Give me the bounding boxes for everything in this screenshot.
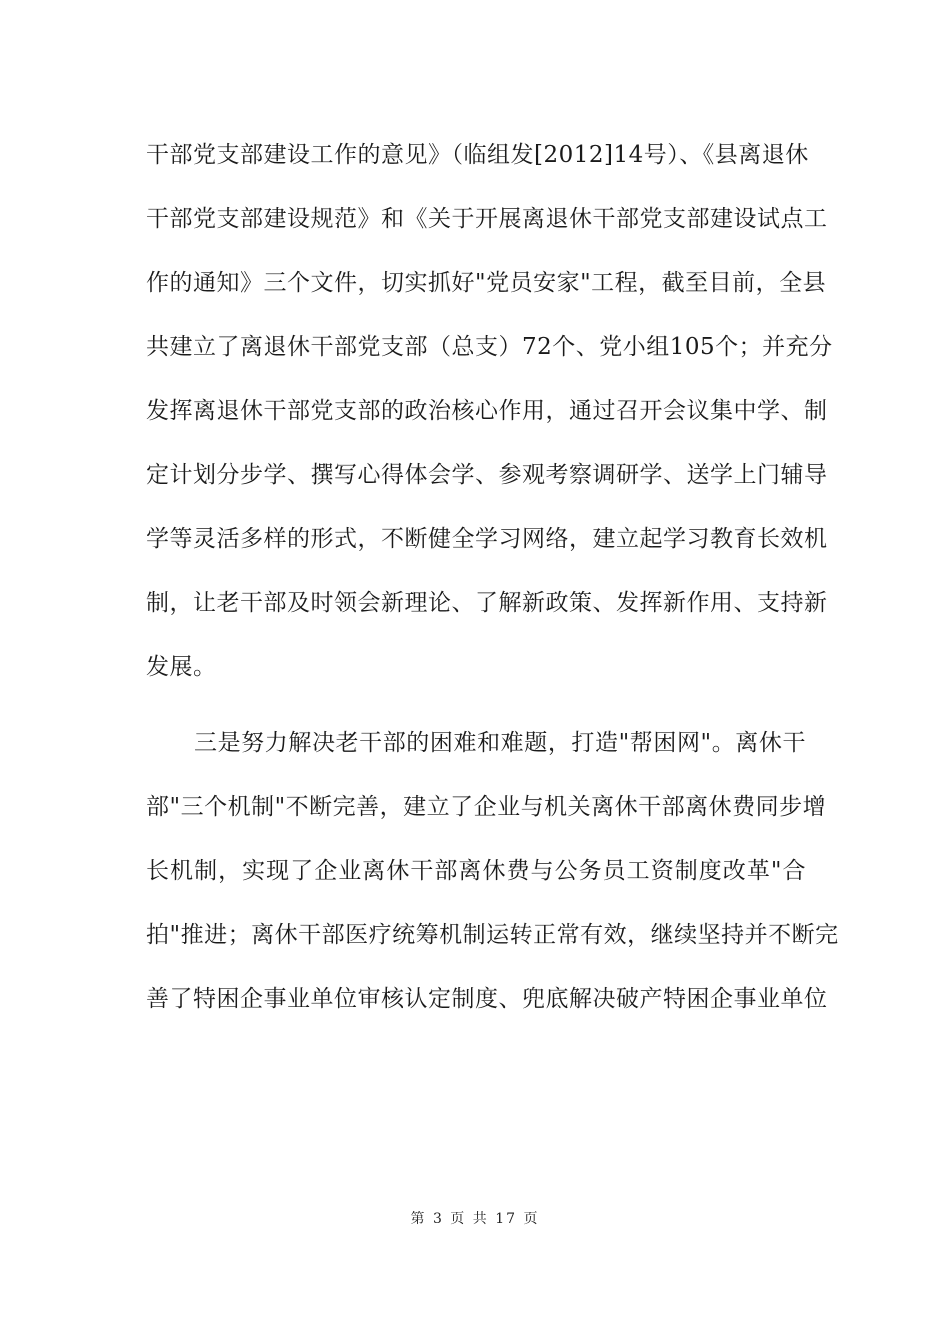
paragraph-gap (146, 706, 806, 718)
text-line: 发展。 (146, 654, 217, 680)
text-line: 长机制，实现了企业离休干部离休费与公务员工资制度改革"合 (146, 858, 806, 884)
text-line: 三是努力解决老干部的困难和难题，打造"帮困网"。离休干 (194, 730, 806, 756)
paragraph (146, 718, 839, 1038)
text-line: 拍"推进；离休干部医疗统筹机制运转正常有效，继续坚持并不断完 (146, 922, 839, 948)
text-line: 制，让老干部及时领会新理论、了解新政策、发挥新作用、支持新 (146, 590, 828, 616)
text-line: 干部党支部建设规范》和《关于开展离退休干部党支部建设试点工 (146, 206, 828, 232)
text-line: 发挥离退休干部党支部的政治核心作用，通过召开会议集中学、制 (146, 398, 828, 424)
text-line: 作的通知》三个文件，切实抓好"党员安家"工程，截至目前，全县 (146, 270, 827, 296)
text-line: 共建立了离退休干部党支部（总支）72个、党小组105个；并充分 (146, 334, 833, 360)
document-body (146, 130, 839, 1038)
text-line: 部"三个机制"不断完善，建立了企业与机关离休干部离休费同步增 (146, 794, 827, 820)
text-line: 定计划分步学、撰写心得体会学、参观考察调研学、送学上门辅导 (146, 462, 828, 488)
paragraph (146, 130, 833, 706)
text-line: 善了特困企事业单位审核认定制度、兜底解决破产特困企事业单位 (146, 986, 828, 1012)
page-number-footer: 第 3 页 共 17 页 (410, 1211, 540, 1227)
text-line: 干部党支部建设工作的意见》（临组发[2012]14号）、《县离退休 (146, 142, 809, 168)
text-line: 学等灵活多样的形式，不断健全学习网络，建立起学习教育长效机 (146, 526, 828, 552)
